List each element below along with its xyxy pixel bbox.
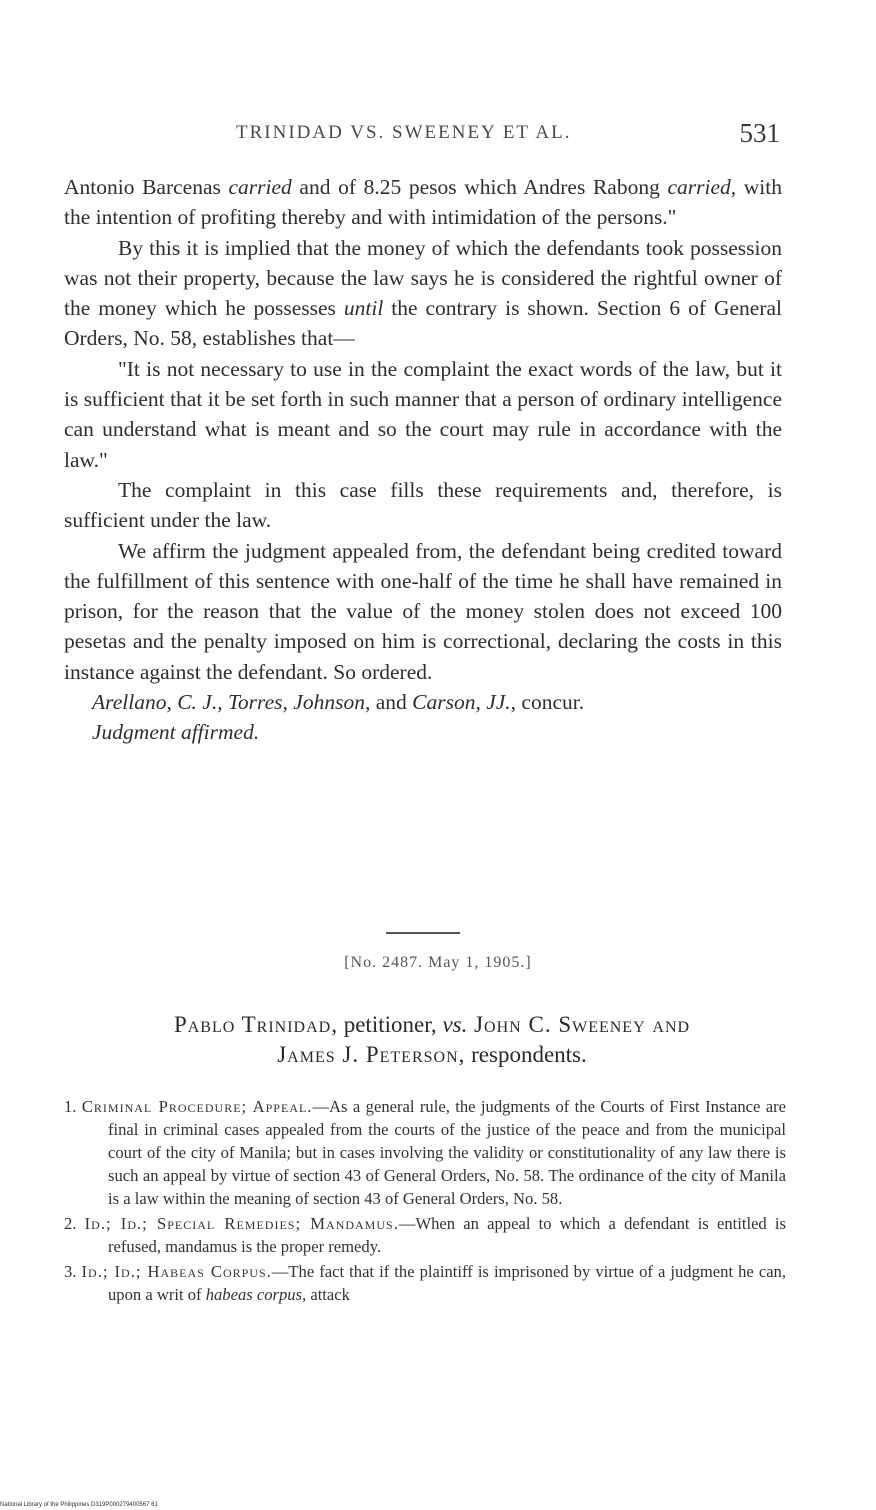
syllabus-item-2: 2. Id.; Id.; Special Remedies; Mandamus.—When an appeal to which a defendant is entitled is refused, mandamus is the proper remedy.	[64, 1214, 786, 1256]
syllabus-item-1: 1. Criminal Procedure; Appeal.—As a general rule, the judgments of the Courts of First Instance are final in criminal cases appealed from the courts of the justice of the peace and from the municipal court of the city of Manila; but in cases involving the validity or constitutionality of any law there is such an appeal by virtue of section 43 of General Orders, No. 58. The ordinance of the city of Manila is a law within the meaning of section 43 of General Orders, No. 58.	[64, 1097, 787, 1208]
scan-footer: National Library of the Philippines D319P000279400567 81	[0, 1502, 158, 1508]
paragraph-implication: By this it is implied that the money of which the defendants took possession was not their property, because the law says he is considered the rightful owner of the money which he possesses until the contrary is shown. Section 6 of General Orders, No. 58, establishes that—	[64, 235, 782, 351]
page-header	[236, 116, 784, 160]
paragraph-sufficiency: The complaint in this case fills these requirements and, therefore, is sufficient under the law.	[64, 477, 782, 533]
page-number: 531	[739, 118, 780, 148]
syllabus	[64, 1095, 786, 1308]
running-title: TRINIDAD VS. SWEENEY ET AL.	[236, 122, 572, 143]
case-caption: Pablo Trinidad, petitioner, vs. John C. Sweeney and James J. Peterson, respondents.	[173, 1012, 691, 1067]
paragraph-judgment: We affirm the judgment appealed from, the defendant being credited toward the fulfillment of this sentence with one-half of the time he shall have remained in prison, for the reason that the value of the money stolen does not exceed 100 pesetas and the penalty imposed on him is correctional, declaring the costs in this instance against the defendant. So ordered.	[64, 538, 782, 684]
paragraph-quotation: "It is not necessary to use in the complaint the exact words of the law, but it is sufficient that it be set forth in such manner that a person of ordinary intelligence can understand what is meant and so the court may rule in accordance with the law."	[64, 356, 782, 472]
section-divider	[386, 932, 460, 934]
judgment-affirmed: Judgment affirmed.	[92, 720, 260, 745]
syllabus-item-3: 3. Id.; Id.; Habeas Corpus.—The fact that if the plaintiff is imprisoned by virtue of a judgment he can, upon a writ of habeas corpus, attack	[64, 1262, 786, 1304]
paragraph-continuation: Antonio Barcenas carried and of 8.25 pesos which Andres Rabong carried, with the intention of profiting thereby and with intimidation of the persons."	[64, 175, 782, 230]
case-docket: [No. 2487. May 1, 1905.]	[344, 954, 532, 971]
concurrence-line: Arellano, C. J., Torres, Johnson, and Carson, JJ., concur.	[92, 690, 585, 715]
opinion-text	[64, 172, 782, 748]
